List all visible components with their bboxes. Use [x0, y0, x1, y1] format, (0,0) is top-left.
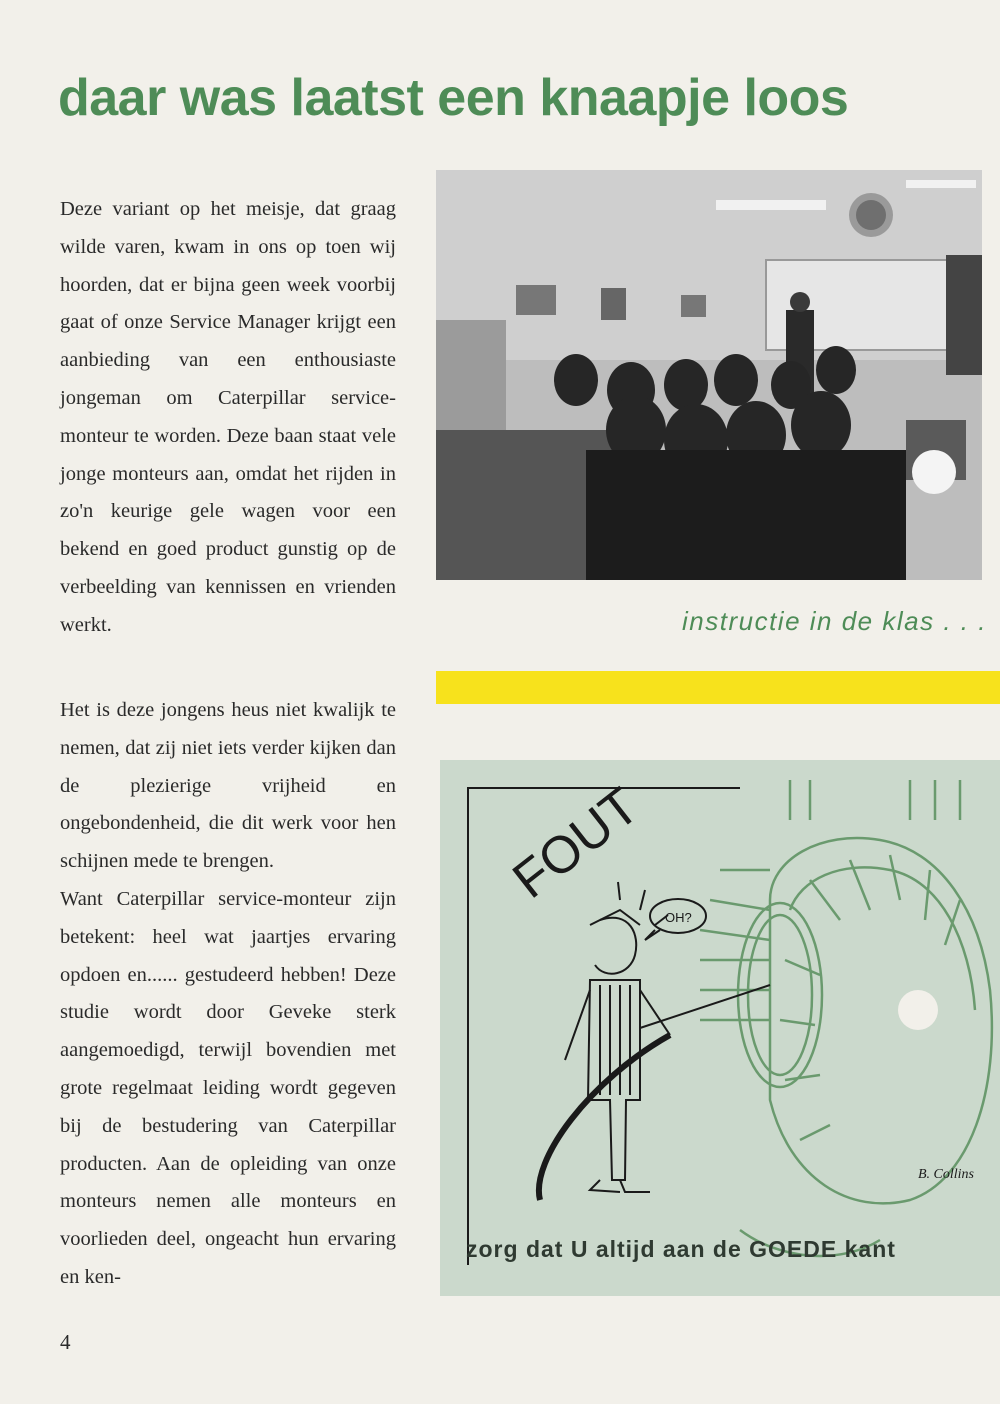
classroom-photo-illustration	[436, 170, 982, 580]
yellow-divider-bar	[436, 671, 1000, 704]
body-paragraph-3: Want Caterpillar service-monteur zijn betekent: heel wat jaartjes ervaring opdoen en...... gestudeerd hebben! Deze studie wordt door Geveke sterk aangemoedigd, terwijl bovendien met grote regelmaat leiding wordt gegeven bij de bestudering van Caterpillar producten. Aan de opleiding van onze monteurs nemen alle monteurs en voorlieden deel, ongeacht hun ervaring en ken-	[60, 887, 396, 1288]
cartoon-drawing	[440, 760, 1000, 1296]
word-fout: FOUT	[502, 777, 650, 910]
page-title: daar was laatst een knaapje loos	[58, 69, 849, 127]
cartoon-illustration	[440, 760, 1000, 1296]
body-text-continued	[60, 692, 396, 1297]
speech-bubble-text: OH?	[665, 910, 692, 925]
photo-caption: instructie in de klas . . .	[682, 606, 987, 636]
classroom-photo	[436, 170, 982, 580]
cartoon-caption: zorg dat U altijd aan de GOEDE kant	[466, 1236, 896, 1262]
artist-signature: B. Collins	[918, 1167, 975, 1182]
body-paragraph-1: Deze variant op het meisje, dat graag wilde varen, kwam in ons op toen wij hoorden, dat er bijna geen week voorbij gaat of onze Service Manager krijgt een aanbieding van een enthousiaste jongeman om Caterpillar service-monteur te worden. Deze baan staat vele jonge monteurs aan, omdat het rijden in zo'n keurige gele wagen voor een bekend en goed product gunstig op de verbeelding van kennissen en vrienden werkt.	[60, 198, 396, 636]
binder-hole	[898, 990, 938, 1030]
page-number: 4	[60, 1330, 71, 1354]
body-paragraph-2: Het is deze jongens heus niet kwalijk te nemen, dat zij niet iets verder kijken dan de plezierige vrijheid en ongebondenheid, die dit werk voor hen schijnen mede te brengen.	[60, 699, 396, 873]
